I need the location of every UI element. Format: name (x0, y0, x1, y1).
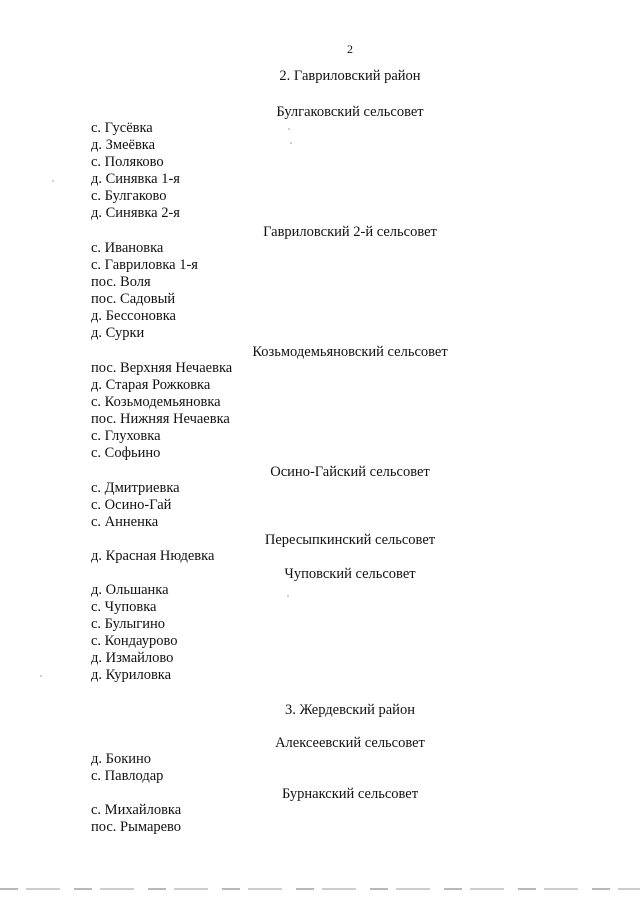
list-item: с. Глуховка (91, 428, 161, 444)
list-item: с. Осино-Гай (91, 497, 172, 513)
list-item: д. Измайлово (91, 650, 174, 666)
list-item: с. Козьмодемьяновка (91, 394, 221, 410)
list-item: пос. Рымарево (91, 819, 182, 835)
council-heading-alekseevsky: Алексеевский сельсовет (275, 735, 425, 751)
scan-speck (290, 142, 292, 144)
list-item: с. Булыгино (91, 616, 165, 632)
page-number: 2 (347, 42, 353, 56)
scan-speck (40, 675, 42, 677)
list-item: с. Чуповка (91, 599, 157, 615)
council-heading-bulgakovsky: Булгаковский сельсовет (276, 104, 424, 120)
list-item: с. Гусёвка (91, 120, 153, 136)
list-item: д. Синявка 1-я (91, 171, 180, 187)
list-item: д. Красная Нюдевка (91, 548, 215, 564)
council-heading-osino-gaysky: Осино-Гайский сельсовет (270, 464, 430, 480)
list-item: с. Дмитриевка (91, 480, 180, 496)
district-title-zherdevsky: 3. Жердевский район (285, 702, 415, 718)
list-item: пос. Нижняя Нечаевка (91, 411, 230, 427)
council-heading-gavrilovsky-2: Гавриловский 2-й сельсовет (263, 224, 437, 240)
council-heading-chupovsky: Чуповский сельсовет (284, 566, 416, 582)
list-item: д. Бокино (91, 751, 152, 767)
list-item: с. Кондаурово (91, 633, 178, 649)
scan-speck (288, 128, 290, 130)
list-item: д. Синявка 2-я (91, 205, 180, 221)
list-item: д. Куриловка (91, 667, 172, 683)
district-title-gavrilovsky: 2. Гавриловский район (279, 68, 421, 84)
scan-speck (52, 180, 54, 182)
list-item: с. Булгаково (91, 188, 167, 204)
council-heading-burnaksky: Бурнакский сельсовет (281, 786, 419, 802)
scan-speck (287, 595, 289, 597)
list-item: с. Михайловка (91, 802, 182, 818)
list-item: с. Гавриловка 1-я (91, 257, 198, 273)
council-heading-peresypkinsky: Пересыпкинский сельсовет (264, 532, 436, 548)
list-item: пос. Садовый (91, 291, 176, 307)
list-item: с. Поляково (91, 154, 164, 170)
list-item: с. Софьино (91, 445, 161, 461)
scan-bottom-edge (0, 888, 640, 890)
list-item: с. Ивановка (91, 240, 164, 256)
list-item: д. Старая Рожковка (91, 377, 211, 393)
list-item: пос. Верхняя Нечаевка (91, 360, 233, 376)
list-item: д. Сурки (91, 325, 145, 341)
list-item: с. Павлодар (91, 768, 164, 784)
list-item: д. Змеёвка (91, 137, 156, 153)
list-item: д. Ольшанка (91, 582, 169, 598)
list-item: с. Анненка (91, 514, 159, 530)
council-heading-kozmodemyanovsky: Козьмодемьяновский сельсовет (252, 344, 448, 360)
list-item: д. Бессоновка (91, 308, 176, 324)
list-item: пос. Воля (91, 274, 151, 290)
